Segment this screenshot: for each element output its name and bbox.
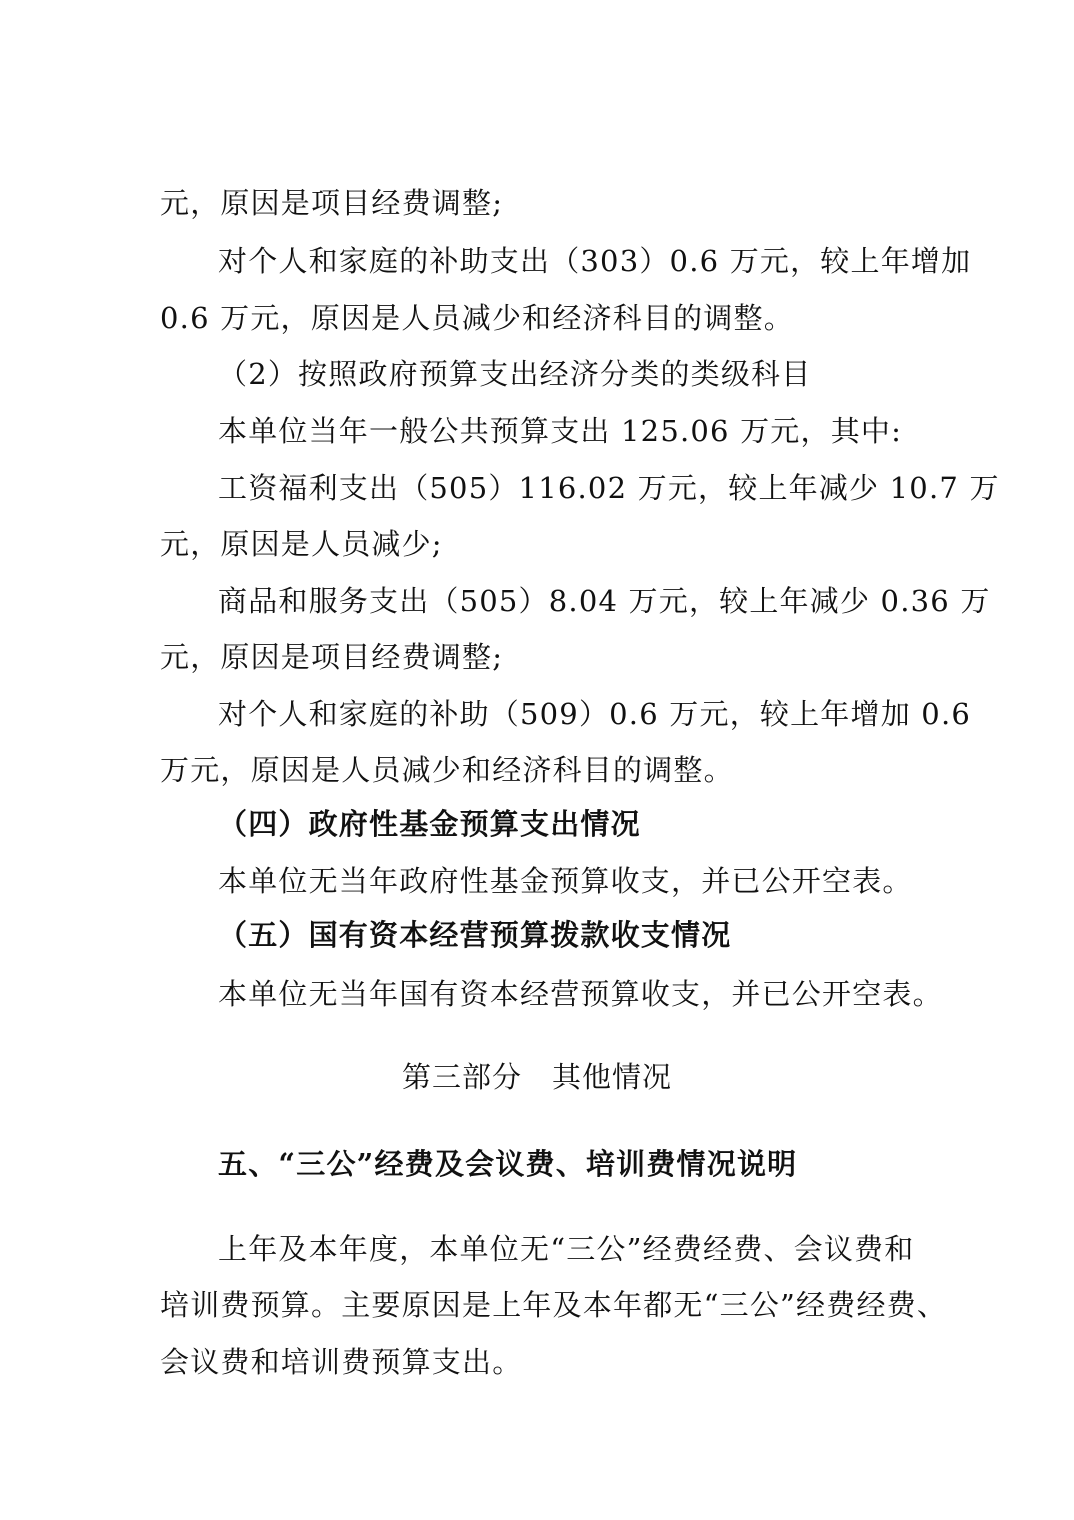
- chapter-five-paragraph-line: 会议费和培训费预算支出。: [160, 1345, 523, 1379]
- section-five-heading: （五）国有资本经营预算拨款收支情况: [218, 918, 732, 952]
- text-line: 商品和服务支出（505）8.04 万元，较上年减少 0.36 万: [218, 584, 991, 618]
- text-line: 元，原因是人员减少;: [160, 527, 443, 561]
- text-line: 元，原因是项目经费调整;: [160, 186, 504, 220]
- text-line: 0.6 万元，原因是人员减少和经济科目的调整。: [160, 301, 794, 335]
- text-line: 工资福利支出（505）116.02 万元，较上年减少 10.7 万: [218, 471, 1000, 505]
- part-three-title: 第三部分 其他情况: [401, 1060, 672, 1094]
- text-line: 万元，原因是人员减少和经济科目的调整。: [160, 753, 734, 787]
- section-five-body: 本单位无当年国有资本经营预算收支，并已公开空表。: [218, 977, 943, 1011]
- subheading-line: （2）按照政府预算支出经济分类的类级科目: [218, 357, 812, 391]
- text-line: 对个人和家庭的补助支出（303）0.6 万元，较上年增加: [218, 244, 972, 278]
- section-four-heading: （四）政府性基金预算支出情况: [218, 807, 641, 841]
- text-line: 对个人和家庭的补助（509）0.6 万元，较上年增加 0.6: [218, 697, 972, 731]
- text-line: 元，原因是项目经费调整;: [160, 640, 504, 674]
- chapter-five-paragraph-line: 上年及本年度，本单位无“三公”经费经费、会议费和: [218, 1232, 915, 1266]
- chapter-five-paragraph-line: 培训费预算。主要原因是上年及本年都无“三公”经费经费、: [160, 1288, 948, 1322]
- chapter-five-heading: 五、“三公”经费及会议费、培训费情况说明: [218, 1147, 798, 1181]
- section-four-body: 本单位无当年政府性基金预算收支，并已公开空表。: [218, 864, 913, 898]
- text-line: 本单位当年一般公共预算支出 125.06 万元，其中:: [218, 414, 903, 448]
